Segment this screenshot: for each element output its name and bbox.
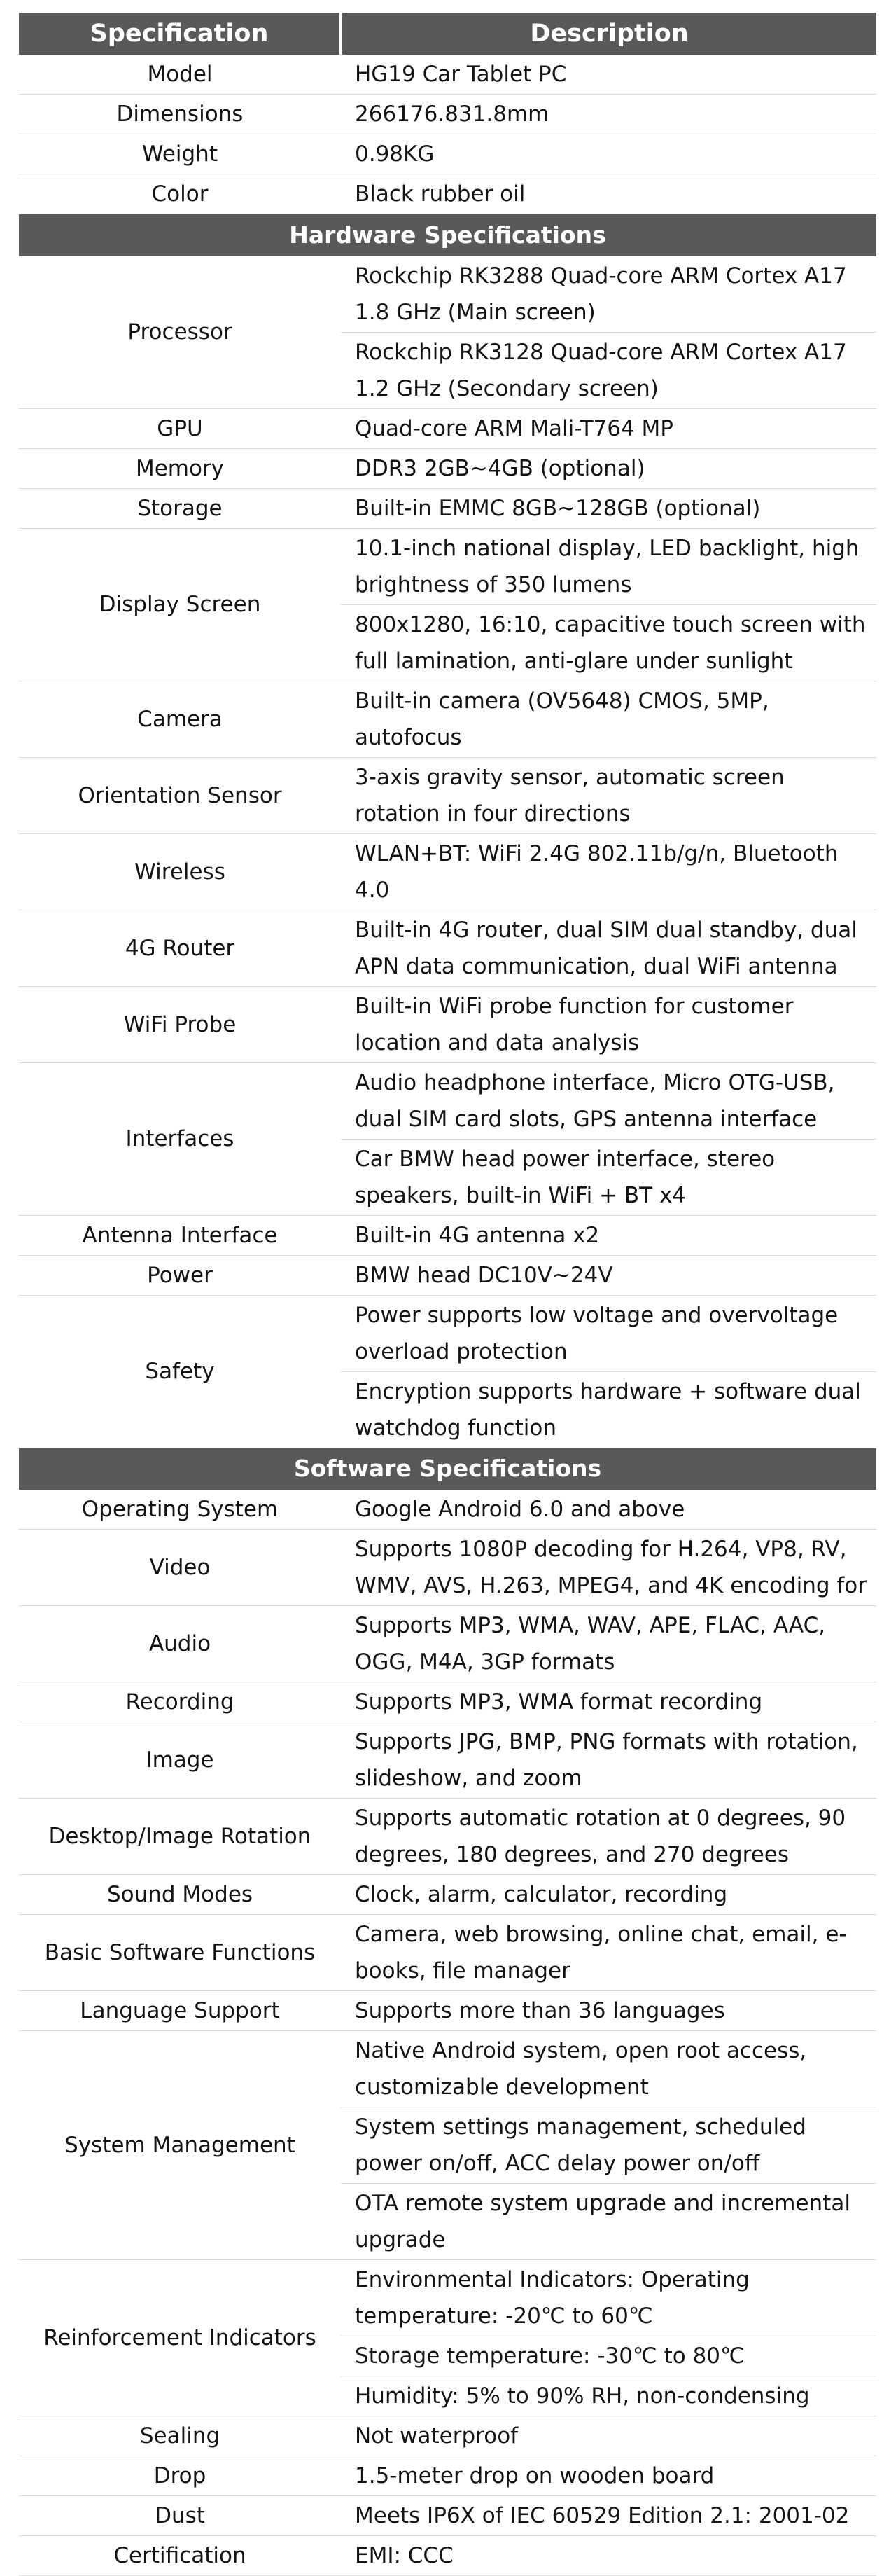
spec-label: Image [19,1722,341,1799]
table-row [19,757,876,833]
table-row [19,1606,876,1682]
spec-label: Display Screen [19,528,341,681]
table-row [19,1799,876,1875]
spec-value: Native Android system, open root access, customizable development [341,2031,876,2107]
table-row [19,134,876,174]
spec-label: Weight [19,134,341,174]
spec-label: Dimensions [19,95,341,134]
spec-value: Car BMW head power interface, stereo speakers, built-in WiFi + BT x4 [341,1139,876,1215]
spec-label: System Management [19,2031,341,2260]
table-row [19,55,876,95]
table-row [19,910,876,986]
table-row [19,2536,876,2576]
spec-value: 266176.831.8mm [341,95,876,134]
header-row [19,13,876,55]
spec-value: Humidity: 5% to 90% RH, non-condensing [341,2376,876,2416]
table-row [19,2260,876,2336]
spec-value: HG19 Car Tablet PC [341,55,876,95]
table-row [19,1490,876,1530]
table-row [19,2456,876,2496]
spec-label: Wireless [19,833,341,910]
table-row [19,408,876,448]
spec-value: Built-in 4G router, dual SIM dual standby, dual APN data communication, dual WiFi antenna [341,910,876,986]
spec-label: Audio [19,1606,341,1682]
spec-value: Built-in 4G antenna x2 [341,1215,876,1255]
spec-value: 800x1280, 16:10, capacitive touch screen with full lamination, anti-glare under sunlight [341,604,876,681]
table-row [19,488,876,528]
spec-value: Rockchip RK3288 Quad-core ARM Cortex A17 1.8 GHz (Main screen) [341,256,876,333]
spec-label: Language Support [19,1991,341,2031]
table-row [19,1682,876,1722]
spec-label: Recording [19,1682,341,1722]
spec-label: Interfaces [19,1062,341,1215]
spec-label: Reinforcement Indicators [19,2260,341,2416]
spec-value: Quad-core ARM Mali-T764 MP [341,408,876,448]
spec-table [19,13,876,2576]
spec-label: Processor [19,256,341,409]
spec-label: Certification [19,2536,341,2576]
spec-label: Storage [19,488,341,528]
spec-value: Power supports low voltage and overvoltage overload protection [341,1295,876,1371]
spec-value: Audio headphone interface, Micro OTG-USB, dual SIM card slots, GPS antenna interface [341,1062,876,1139]
spec-value: EMI: CCC [341,2536,876,2576]
spec-value: Supports MP3, WMA format recording [341,1682,876,1722]
spec-label: Camera [19,681,341,757]
spec-label: Color [19,174,341,214]
table-row [19,95,876,134]
spec-label: GPU [19,408,341,448]
section-row-hardware [19,214,876,256]
table-row [19,2496,876,2536]
spec-label: Drop [19,2456,341,2496]
spec-label: Video [19,1530,341,1606]
spec-label: Antenna Interface [19,1215,341,1255]
table-row [19,256,876,333]
spec-value: Built-in EMMC 8GB~128GB (optional) [341,488,876,528]
table-row [19,681,876,757]
spec-label: Operating System [19,1490,341,1530]
table-row [19,174,876,214]
header-description: Description [341,13,876,55]
table-row [19,1875,876,1915]
spec-value: Supports automatic rotation at 0 degrees, 90 degrees, 180 degrees, and 270 degrees [341,1799,876,1875]
section-row-software [19,1448,876,1490]
spec-label: Orientation Sensor [19,757,341,833]
table-row [19,1295,876,1371]
table-row [19,833,876,910]
section-title-software: Software Specifications [19,1448,876,1490]
spec-value: DDR3 2GB~4GB (optional) [341,448,876,488]
spec-label: WiFi Probe [19,986,341,1062]
spec-value: 3-axis gravity sensor, automatic screen rotation in four directions [341,757,876,833]
spec-value: Built-in WiFi probe function for customer location and data analysis [341,986,876,1062]
spec-value: Built-in camera (OV5648) CMOS, 5MP, autofocus [341,681,876,757]
section-title-hardware: Hardware Specifications [19,214,876,256]
spec-label: Dust [19,2496,341,2536]
spec-value: 10.1-inch national display, LED backlight, high brightness of 350 lumens [341,528,876,604]
spec-value: System settings management, scheduled power on/off, ACC delay power on/off [341,2107,876,2184]
table-row [19,986,876,1062]
spec-label: Desktop/Image Rotation [19,1799,341,1875]
spec-label: Memory [19,448,341,488]
table-row [19,1722,876,1799]
spec-value: Supports JPG, BMP, PNG formats with rotation, slideshow, and zoom [341,1722,876,1799]
table-row [19,448,876,488]
spec-value: Meets IP6X of IEC 60529 Edition 2.1: 2001-02 [341,2496,876,2536]
spec-value: Rockchip RK3128 Quad-core ARM Cortex A17 1.2 GHz (Secondary screen) [341,332,876,408]
spec-value: Not waterproof [341,2416,876,2456]
spec-value: Supports MP3, WMA, WAV, APE, FLAC, AAC, OGG, M4A, 3GP formats [341,1606,876,1682]
spec-label: Safety [19,1295,341,1448]
spec-label: Power [19,1255,341,1295]
spec-value: Black rubber oil [341,174,876,214]
table-row [19,1255,876,1295]
spec-value: Encryption supports hardware + software dual watchdog function [341,1371,876,1448]
table-row [19,1062,876,1139]
spec-label: Sealing [19,2416,341,2456]
spec-value: WLAN+BT: WiFi 2.4G 802.11b/g/n, Bluetooth 4.0 [341,833,876,910]
spec-value: Camera, web browsing, online chat, email, e-books, file manager [341,1915,876,1991]
table-row [19,1991,876,2031]
spec-value: Supports 1080P decoding for H.264, VP8, RV, WMV, AVS, H.263, MPEG4, and 4K encoding for [341,1530,876,1606]
spec-label: 4G Router [19,910,341,986]
header-specification: Specification [19,13,341,55]
spec-label: Basic Software Functions [19,1915,341,1991]
table-row [19,2031,876,2107]
table-row [19,528,876,604]
spec-value: OTA remote system upgrade and incremental upgrade [341,2184,876,2260]
spec-value: Supports more than 36 languages [341,1991,876,2031]
table-row [19,1215,876,1255]
spec-value: Storage temperature: -30℃ to 80℃ [341,2336,876,2376]
spec-value: 0.98KG [341,134,876,174]
table-row [19,1530,876,1606]
spec-value: BMW head DC10V~24V [341,1255,876,1295]
spec-label: Sound Modes [19,1875,341,1915]
table-row [19,2416,876,2456]
spec-value: Environmental Indicators: Operating temperature: -20℃ to 60℃ [341,2260,876,2336]
spec-label: Model [19,55,341,95]
spec-value: 1.5-meter drop on wooden board [341,2456,876,2496]
spec-value: Google Android 6.0 and above [341,1490,876,1530]
spec-value: Clock, alarm, calculator, recording [341,1875,876,1915]
table-row [19,1915,876,1991]
